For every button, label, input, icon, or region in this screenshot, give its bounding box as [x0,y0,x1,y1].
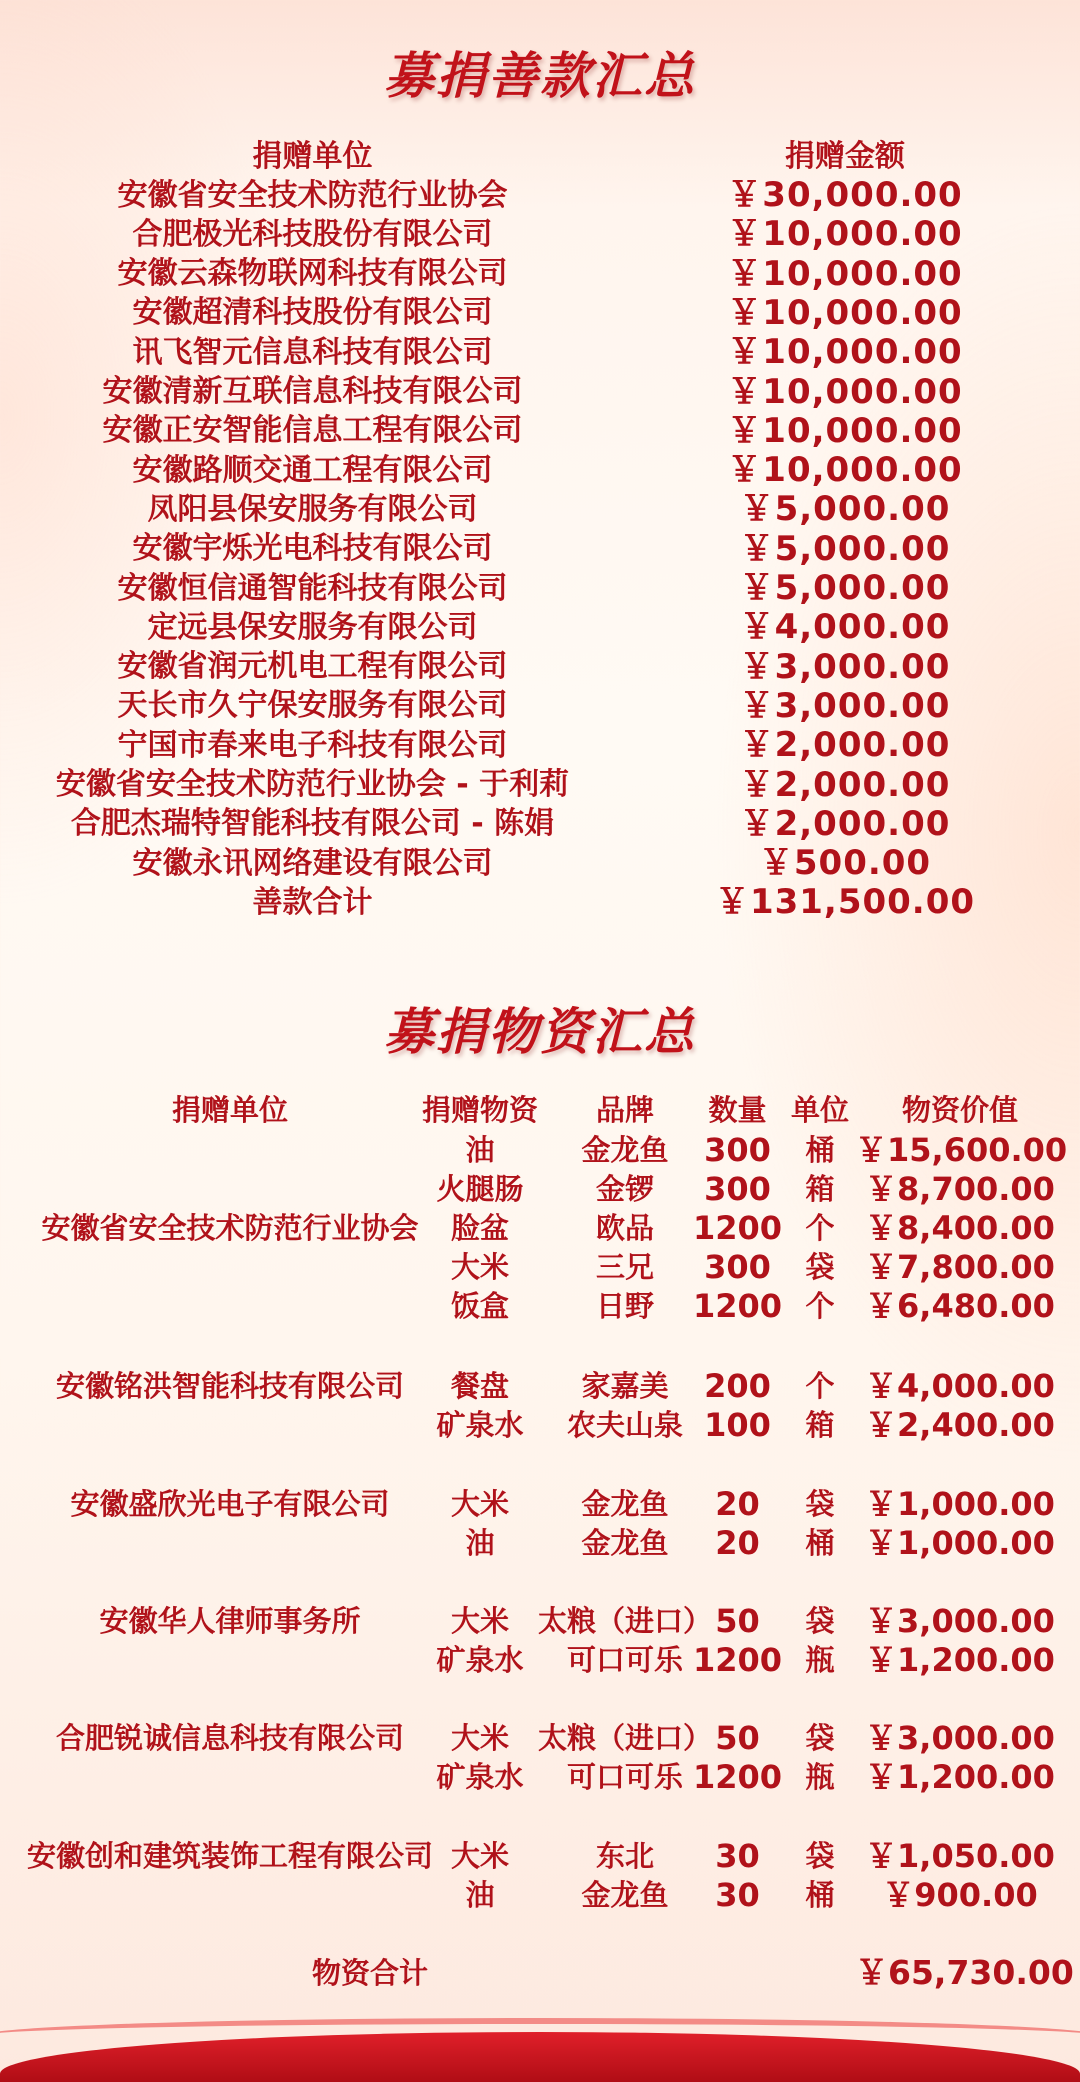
cash-row-org: 安徽省安全技术防范行业协会 - 于利莉 [55,767,570,802]
cash-row-amount: ￥5,000.00 [739,528,951,569]
cash-row-amount: ￥2,000.00 [739,725,951,766]
material-cell-unit: 箱 [805,1408,835,1442]
cash-row-amount: ￥10,000.00 [727,371,963,412]
material-cell-unit: 袋 [805,1604,835,1638]
cash-row-org: 讯飞智元信息科技有限公司 [132,334,493,370]
material-cell-unit: 袋 [805,1839,835,1873]
material-cell-item: 油 [465,1526,495,1560]
material-cell-unit: 桶 [805,1878,835,1912]
cash-table-row [0,369,1080,412]
material-table-row [0,1602,1080,1641]
material-cell-item: 大米 [450,1721,509,1755]
cash-table-row [0,251,1080,294]
material-cell-brand: 金锣 [595,1172,654,1206]
cash-row-amount: ￥10,000.00 [727,410,963,451]
material-total-label: 物资合计 [311,1956,428,1990]
bottom-decorative-band [0,2032,1080,2082]
cash-table-row [0,604,1080,648]
material-cell-brand: 三兄 [595,1250,654,1284]
material-cell-unit: 箱 [805,1172,835,1206]
material-table-row [0,1248,1080,1287]
cash-row-org: 安徽超清科技股份有限公司 [132,295,493,331]
material-group-org: 合肥锐诚信息科技有限公司 [55,1721,404,1755]
material-cell-unit: 个 [805,1211,835,1245]
material-group-org: 安徽创和建筑装饰工程有限公司 [26,1839,433,1873]
material-cell-qty: 30 [715,1837,760,1875]
cash-table-row [0,486,1080,530]
material-cell-value: ￥8,700.00 [865,1170,1055,1208]
cash-row-amount: ￥2,000.00 [739,764,951,805]
material-cell-value: ￥1,200.00 [865,1641,1055,1679]
cash-table-row [0,722,1080,766]
cash-row-org: 安徽云森物联网科技有限公司 [117,256,508,292]
material-header-org: 捐赠单位 [171,1093,288,1127]
material-cell-item: 脸盆 [450,1211,509,1245]
material-cell-qty: 1200 [692,1758,783,1796]
material-cell-qty: 20 [715,1485,760,1523]
material-table-row [0,1876,1080,1915]
material-cell-qty: 50 [715,1602,760,1640]
material-group-org: 安徽省安全技术防范行业协会 [41,1211,419,1245]
cash-row-amount: ￥10,000.00 [727,214,963,255]
material-cell-item: 矿泉水 [436,1760,524,1794]
material-table-row [0,1485,1080,1524]
material-cell-brand: 金龙鱼 [581,1487,669,1521]
material-cell-unit: 瓶 [805,1643,835,1677]
material-header-value: 物资价值 [901,1093,1018,1127]
material-group-org: 安徽铭洪智能科技有限公司 [55,1369,404,1403]
cash-row-org: 安徽正安智能信息工程有限公司 [102,413,523,449]
material-table-row [0,1406,1080,1445]
material-cell-brand: 农夫山泉 [566,1408,683,1442]
material-cell-brand: 金龙鱼 [581,1526,669,1560]
cash-table-row [0,565,1080,608]
material-cell-value: ￥2,400.00 [865,1406,1055,1444]
material-cell-qty: 300 [704,1170,771,1208]
material-header-unit: 单位 [790,1093,849,1127]
material-cell-item: 油 [465,1878,495,1912]
cash-row-amount: ￥10,000.00 [727,292,963,333]
material-table-row [0,1287,1080,1326]
material-cell-unit: 个 [805,1289,835,1323]
cash-row-org: 合肥极光科技股份有限公司 [132,216,493,252]
material-cell-item: 饭盒 [450,1289,509,1323]
cash-row-amount: ￥5,000.00 [739,568,951,608]
cash-row-amount: ￥131,500.00 [714,882,976,923]
material-group-org: 安徽华人律师事务所 [99,1604,361,1638]
material-header-brand: 品牌 [595,1093,654,1127]
material-section-title: 募捐物资汇总 [384,1003,696,1061]
cash-row-org: 凤阳县保安服务有限公司 [147,491,478,527]
cash-row-amount: ￥3,000.00 [739,646,951,687]
material-cell-value: ￥1,000.00 [865,1485,1055,1523]
cash-row-org: 安徽永讯网络建设有限公司 [132,845,493,881]
material-cell-item: 大米 [450,1604,509,1638]
cash-table-row [0,290,1080,333]
material-cell-qty: 300 [704,1248,771,1286]
cash-row-org: 宁国市春来电子科技有限公司 [117,727,508,763]
material-cell-item: 大米 [450,1839,509,1873]
material-cell-unit: 桶 [805,1526,835,1560]
cash-table-row [0,683,1080,726]
cash-table-row [0,801,1080,844]
cash-header-org: 捐赠单位 [252,138,373,174]
material-cell-qty: 1200 [692,1209,783,1247]
cash-row-org: 安徽路顺交通工程有限公司 [132,452,493,488]
material-cell-item: 矿泉水 [436,1408,524,1442]
material-cell-brand: 太粮（进口） [537,1721,712,1755]
cash-total-row [0,879,1080,923]
cash-row-org: 安徽省润元机电工程有限公司 [117,649,508,685]
material-cell-brand: 东北 [595,1839,654,1873]
material-total-value: ￥65,730.00 [855,1953,1074,1992]
material-cell-brand: 欧品 [595,1211,654,1245]
material-header-qty: 数量 [708,1093,767,1127]
material-cell-unit: 个 [805,1369,835,1403]
material-cell-qty: 20 [715,1524,760,1562]
cash-row-org: 善款合计 [252,884,373,920]
material-table-row [0,1719,1080,1758]
cash-row-amount: ￥3,000.00 [739,685,951,726]
cash-row-org: 安徽省安全技术防范行业协会 [117,177,508,213]
cash-row-org: 合肥杰瑞特智能科技有限公司 - 陈娟 [70,806,555,842]
material-cell-item: 大米 [450,1250,509,1284]
material-group-org: 安徽盛欣光电子有限公司 [70,1487,390,1521]
cash-table-row [0,447,1080,491]
material-table-header [0,1090,1080,1130]
material-cell-brand: 日野 [595,1289,654,1323]
material-cell-value: ￥8,400.00 [865,1209,1055,1247]
material-cell-value: ￥4,000.00 [865,1367,1055,1405]
material-cell-item: 餐盘 [450,1369,509,1403]
material-table-row [0,1209,1080,1248]
material-cell-value: ￥6,480.00 [865,1287,1055,1325]
material-table-row [0,1837,1080,1876]
material-cell-value: ￥3,000.00 [865,1602,1055,1640]
material-cell-brand: 可口可乐 [566,1760,683,1794]
cash-table-row [0,840,1080,884]
material-cell-item: 大米 [450,1487,509,1521]
material-cell-unit: 瓶 [805,1760,835,1794]
cash-row-amount: ￥2,000.00 [739,803,951,844]
cash-row-org: 天长市久宁保安服务有限公司 [117,688,508,724]
material-table-row [0,1170,1080,1209]
cash-table-row [0,644,1080,687]
material-table-row [0,1524,1080,1563]
material-cell-unit: 袋 [805,1721,835,1755]
material-cell-qty: 1200 [692,1641,783,1679]
material-cell-value: ￥1,050.00 [865,1837,1055,1875]
material-cell-item: 矿泉水 [436,1643,524,1677]
material-cell-item: 油 [465,1133,495,1167]
cash-row-amount: ￥500.00 [758,843,932,884]
material-cell-qty: 100 [704,1406,771,1444]
material-cell-unit: 桶 [805,1133,835,1167]
cash-table-row [0,211,1080,255]
material-cell-item: 火腿肠 [436,1172,524,1206]
material-table-row [0,1367,1080,1406]
material-header-item: 捐赠物资 [421,1093,538,1127]
cash-header-amount: 捐赠金额 [785,138,905,174]
cash-table-row [0,329,1080,373]
cash-row-amount: ￥4,000.00 [739,607,951,648]
material-cell-brand: 可口可乐 [566,1643,683,1677]
cash-row-org: 安徽清新互联信息科技有限公司 [102,374,523,409]
material-cell-unit: 袋 [805,1250,835,1284]
material-cell-qty: 50 [715,1719,760,1757]
material-cell-value: ￥7,800.00 [865,1248,1055,1286]
cash-row-amount: ￥10,000.00 [727,332,963,373]
material-cell-qty: 300 [704,1131,771,1169]
material-cell-value: ￥1,200.00 [865,1758,1055,1796]
material-cell-brand: 家嘉美 [581,1369,669,1403]
material-cell-qty: 200 [704,1367,771,1405]
material-table-row [0,1758,1080,1797]
cash-row-org: 安徽宇烁光电科技有限公司 [132,531,493,567]
material-cell-brand: 金龙鱼 [581,1133,669,1167]
cash-row-amount: ￥30,000.00 [727,175,963,215]
material-table-row [0,1131,1080,1170]
material-total-row [0,1952,1080,1994]
cash-row-amount: ￥5,000.00 [739,489,951,530]
cash-section-title: 募捐善款汇总 [384,47,696,105]
cash-table-row [0,408,1080,451]
material-cell-value: ￥900.00 [882,1876,1038,1914]
cash-row-org: 安徽恒信通智能科技有限公司 [117,570,508,606]
cash-table-row [0,526,1080,569]
cash-table-row [0,762,1080,805]
material-cell-brand: 太粮（进口） [537,1604,712,1638]
material-cell-value: ￥15,600.00 [855,1131,1068,1169]
material-cell-value: ￥3,000.00 [865,1719,1055,1757]
material-table-row [0,1641,1080,1680]
material-cell-qty: 30 [715,1876,760,1914]
cash-row-amount: ￥10,000.00 [727,253,963,294]
material-cell-qty: 1200 [692,1287,783,1325]
material-cell-unit: 袋 [805,1487,835,1521]
material-cell-value: ￥1,000.00 [865,1524,1055,1562]
cash-table-row [0,172,1080,215]
cash-row-amount: ￥10,000.00 [727,450,963,491]
cash-row-org: 定远县保安服务有限公司 [147,609,478,645]
material-cell-brand: 金龙鱼 [581,1878,669,1912]
